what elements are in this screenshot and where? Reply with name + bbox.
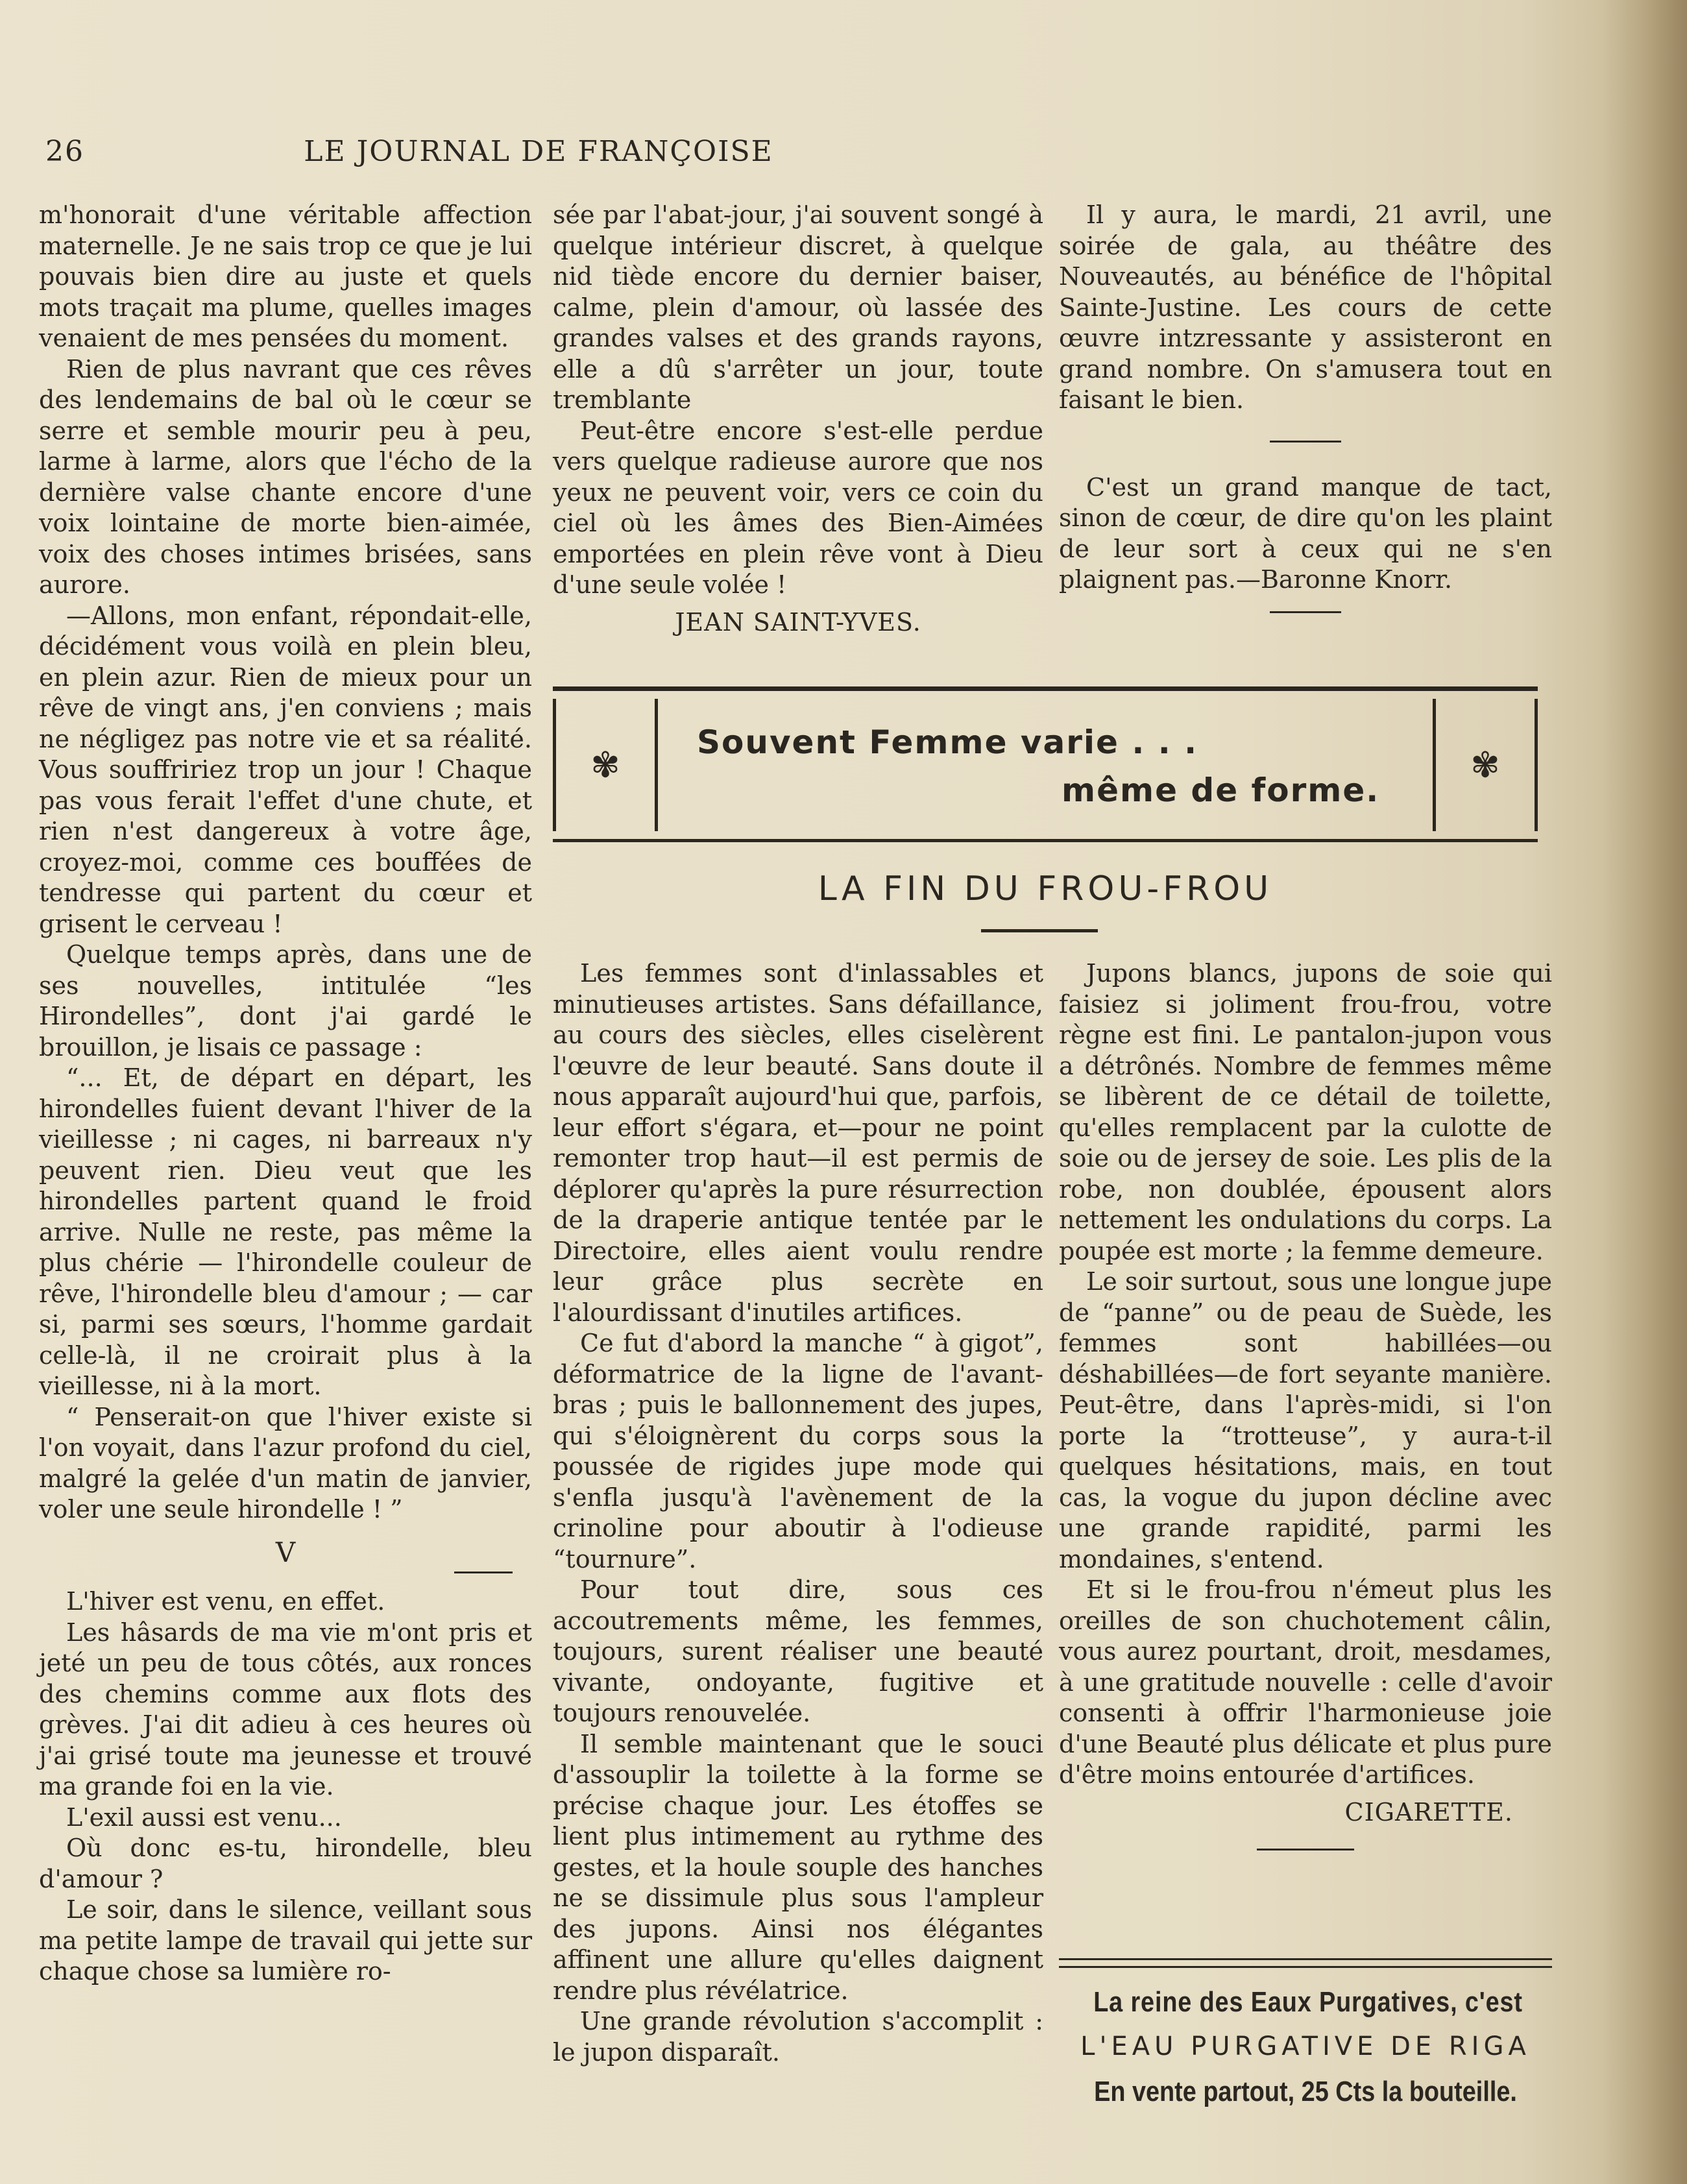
article-column-left [553,958,1043,2068]
paragraph: “... Et, de départ en départ, les hirondelles fuient devant l'hiver de la vieillesse ; ni cages, ni barreaux n'y peuvent rien. Dieu veut que les hirondelles partent quand le froid arrive. Nulle ne reste, pas même la plus chérie — l'hirondelle couleur de rêve, l'hirondelle bleu d'amour ; — car si, parmi ses sœurs, l'homme gardait celle-là, il ne croirait plus à la vieillesse, ni à la mort. [39,1063,532,1400]
page-spine-shadow [1603,0,1687,2184]
paragraph: Peut-être encore s'est-elle perdue vers quelque radieuse aurore que nos yeux ne peuvent voir, vers ce coin du ciel où les âmes des Bien-Aimées emportées en plein rêve vont à Dieu d'une seule volée ! [553,416,1043,599]
paragraph: Jupons blancs, jupons de soie qui faisiez si joliment frou-frou, votre règne est fini. Le pantalon-jupon vous a détrônés. Nombre de femmes même se libèrent de ce détail de toilette, qu'elles remplacent par la culotte de soie ou de jersey de soie. Les plis de la robe, non doublée, épousent alors nettement les ondulations du corps. La poupée est morte ; la femme demeure. [1059,959,1552,1265]
column-1 [39,200,532,1987]
paragraph: Une grande révolution s'accomplit : le jupon disparaît. [553,2007,1043,2067]
paragraph: Quelque temps après, dans une de ses nouvelles, intitulée “les Hirondelles”, dont j'ai gardé le brouillon, je lisais ce passage : [39,940,532,1062]
ad-line-1: La reine des Eaux Purgatives, c'est [1093,1986,1523,2018]
banner-left-cell [553,699,658,831]
paragraph: m'honorait d'une véritable affection maternelle. Je ne sais trop ce que je lui pouvais bien dire au juste et quels mots traçait ma plume, quelles images venaient de mes pensées du moment. [39,200,532,352]
paragraph: Où donc es-tu, hirondelle, bleu d'amour ? [39,1834,532,1893]
banner-right-cell [1433,699,1538,831]
journal-title: LE JOURNAL DE FRANÇOISE [304,135,773,168]
banner-box [553,686,1538,842]
article-title: LA FIN DU FROU-FROU [818,869,1273,908]
column-3 [1059,200,1552,643]
fleuron-icon: ✾ [590,744,620,786]
divider [1257,1849,1354,1850]
ad-line-2: L'EAU PURGATIVE DE RIGA [1080,2032,1531,2061]
paragraph: L'hiver est venu, en effet. [66,1587,385,1616]
paragraph: sée par l'abat-jour, j'ai souvent songé à quelque intérieur discret, à quelque nid tiède encore du dernier baiser, calme, plein d'amour, où lassée des grandes valses et des grands rayons, elle a dû s'arrêter un jour, toute tremblante [553,200,1043,414]
author-signature: JEAN SAINT-YVES. [675,607,921,637]
paragraph: Le soir, dans le silence, veillant sous ma petite lampe de travail qui jette sur chaque chose sa lumière ro- [39,1895,532,1985]
paragraph: L'exil aussi est venu... [66,1802,342,1832]
paragraph: Ce fut d'abord la manche “ à gigot”, déformatrice de la ligne de l'avant-bras ; puis le ballonnement des jupes, qui s'éloignèrent du corps sous la poussée de rigides jupe mode qui s'enfla jusqu'à l'avènement de la crinoline pour aboutir à l'odieuse “tournure”. [553,1329,1043,1573]
banner-line-1: Souvent Femme varie . . . [697,723,1198,761]
paragraph: Les hâsards de ma vie m'ont pris et jeté un peu de tous côtés, aux ronces des chemins comme aux flots des grèves. J'ai dit adieu à ces heures où j'ai grisé toute ma jeunesse et trouvé ma grande foi en la vie. [39,1618,532,1801]
paragraph: Et si le frou-frou n'émeut plus les oreilles de son chuchotement câlin, vous aurez pourtant, droit, mesdames, à une gratitude nouvelle : celle d'avoir consenti à offrir l'harmonieuse joie d'une Beauté plus délicate et plus pure d'être moins entourée d'artifices. [1059,1575,1552,1789]
section-rule [454,1571,513,1573]
paragraph: Il y aura, le mardi, 21 avril, une soirée de gala, au théâtre des Nouveautés, au bénéfice de l'hôpital Sainte-Justine. Les cours de cette œuvre intzressante y assisteront en grand nombre. On s'amusera tout en faisant le bien. [1059,200,1552,414]
article-column-right [1059,958,1552,1850]
advertisement [1059,1958,1552,2108]
paragraph: Rien de plus navrant que ces rêves des lendemains de bal où le cœur se serre et semble mourir peu à peu, larme à larme, alors que l'écho de la dernière valse chante encore d'une voix lointaine de morte bien-aimée, voix des choses intimes brisées, sans aurore. [39,354,532,599]
paragraph: Pour tout dire, sous ces accoutrements même, les femmes, toujours, surent réaliser une beauté vivante, ondoyante, fugitive et toujours renouvelée. [553,1575,1043,1727]
page-number: 26 [45,135,84,168]
paragraph: “ Penserait-on que l'hiver existe si l'on voyait, dans l'azur profond du ciel, malgré la gelée d'un matin de janvier, voler une seule hirondelle ! ” [39,1402,532,1523]
section-numeral: V [275,1536,296,1568]
paragraph: C'est un grand manque de tact, sinon de cœur, de dire qu'on les plaint de leur sort à ceux qui ne s'en plaignent pas.—Baronne Knorr. [1059,472,1552,594]
ad-double-rule [1059,1958,1552,1968]
divider [1270,441,1341,443]
paragraph: Les femmes sont d'inlassables et minutieuses artistes. Sans défaillance, au cours des siècles, elles ciselèrent l'œuvre de leur beauté. Sans doute il nous apparaît aujourd'hui que, parfois, leur effort s'égara, et—pour ne point remonter trop haut—il est permis de déplorer qu'après la pure résurrection de la draperie antique tentée par le Directoire, elles aient voulu rendre leur grâce plus secrète en l'alourdissant d'inutiles artifices. [553,959,1043,1327]
title-rule [981,929,1098,932]
divider [1270,611,1341,613]
paragraph: —Allons, mon enfant, répondait-elle, décidément vous voilà en plein bleu, en plein azur. Rien de mieux pour un rêve de vingt ans, j'en conviens ; mais ne négligez pas notre vie et sa réalité. Vous souffririez trop un jour ! Chaque pas vous ferait l'effet d'une chute, et rien n'est dangereux à votre âge, croyez-moi, comme ces bouffées de tendresse qui partent du cœur et grisent le cerveau ! [39,601,532,938]
banner-line-2: même de forme. [1062,771,1380,809]
paragraph: Le soir surtout, sous une longue jupe de “panne” ou de peau de Suède, les femmes sont habillées—ou déshabillées—de fort seyante manière. Peut-être, dans l'après-midi, si l'on porte la “trotteuse”, y aura-t-il quelques hésitations, mais, en tout cas, la vogue du jupon décline avec une grande rapidité, parmi les mondaines, s'entend. [1059,1267,1552,1573]
paragraph: Il semble maintenant que le souci d'assouplir la toilette à la forme se précise chaque jour. Les étoffes se lient plus intimement au rythme des gestes, et la houle souple des hanches ne se dissimule plus sous l'ampleur des jupons. Ainsi nos élégantes affinent une allure qu'elles daignent rendre plus révélatrice. [553,1729,1043,2005]
fleuron-icon: ✾ [1470,744,1500,786]
author-signature: CIGARETTE. [1344,1797,1513,1826]
column-2 [553,200,1043,638]
ad-line-3: En vente partout, 25 Cts la bouteille. [1094,2076,1517,2107]
